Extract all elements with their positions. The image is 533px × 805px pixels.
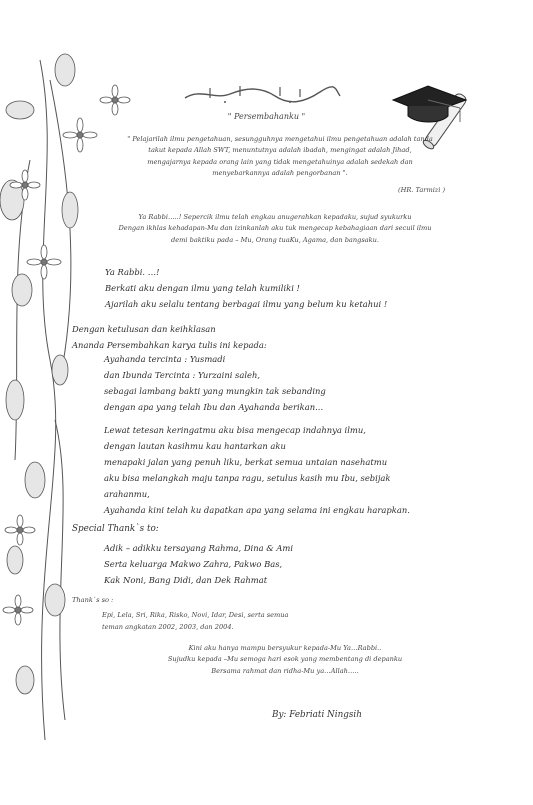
quote-line: mengajarnya kepada orang lain yang tidak mengetahuinya adalah sedekah dan	[147, 157, 413, 166]
ya-rabbi-line: Ajarilah aku selalu tentang berbagai ilmu yang belum ku ketahui !	[105, 299, 388, 309]
quote-line: menyebarkannya adalah pengorbanan ".	[212, 169, 348, 178]
closing-line: Bersama rahmat dan ridha-Mu ya…Allah…..	[211, 666, 359, 675]
thanks-title: Thank`s so :	[72, 596, 114, 604]
dedication-intro	[72, 321, 267, 353]
thanks-line: teman angkatan 2002, 2003, dan 2004.	[102, 623, 234, 631]
prayer-paragraph	[60, 212, 490, 246]
gratitude-line: menapaki jalan yang penuh liku, berkat semua untaian nasehatmu	[104, 457, 388, 467]
prayer-line: Dengan ikhlas kehadapan-Mu dan izinkanlah aku tuk mengecap kebahagiaan dari secuil ilmu	[118, 224, 432, 233]
special-thanks-line: Adik – adikku tersayang Rahma, Dina & Ami	[104, 543, 294, 553]
dedication-intro-line: Dengan ketulusan dan keihklasan	[72, 324, 216, 334]
special-thanks-list	[104, 540, 293, 588]
quote-line: " Pelajarilah ilmu pengetahuan, sesungguhnya mengetahui ilmu pengetahuan adalah tanda	[127, 135, 433, 143]
gratitude-line: Ayahanda kini telah ku dapatkan apa yang selama ini engkau harapkan.	[104, 505, 410, 515]
parents-line: sebagai lambang bakti yang mungkin tak sebanding	[104, 386, 326, 396]
quote-line: takut kepada Allah SWT, menuntutnya adalah ibadah, mengingat adalah Jihad,	[148, 146, 412, 155]
prayer-line: demi baktiku pada – Mu, Orang tuaKu, Agama, dan bangsaku.	[171, 235, 379, 244]
gratitude-line: Lewat tetesan keringatmu aku bisa mengecap indahnya ilmu,	[104, 425, 366, 435]
gratitude-line: dengan lautan kasihmu kau hantarkan aku	[104, 441, 286, 451]
thanks-list	[102, 609, 288, 633]
dedication-intro-line: Ananda Persembahkan karya tulis ini kepada:	[72, 340, 267, 350]
gratitude-line: arahanmu,	[104, 489, 150, 499]
ya-rabbi-line: Berkati aku dengan ilmu yang telah kumiliki !	[105, 283, 300, 293]
prayer-line: Ya Rabbi…..! Sepercik ilmu telah engkau anugerahkan kepadaku, sujud syukurku	[138, 213, 412, 221]
special-thanks-title: Special Thank`s to:	[72, 524, 159, 534]
dedication-gratitude	[104, 422, 410, 518]
ya-rabbi-line: Ya Rabbi. …!	[105, 267, 160, 277]
quote-citation: (HR. Tarmizi )	[398, 186, 446, 194]
bismillah-calligraphy	[180, 82, 345, 106]
author-signature: By: Febriati Ningsih	[272, 710, 362, 720]
dedication-parents	[104, 351, 326, 415]
parents-line: dengan apa yang telah Ibu dan Ayahanda berikan...	[104, 402, 324, 412]
ya-rabbi-block	[105, 264, 387, 312]
hadith-quote	[70, 134, 490, 180]
special-thanks-line: Serta keluarga Makwo Zahra, Pakwo Bas,	[104, 559, 283, 569]
parents-line: dan Ibunda Tercinta : Yurzaini saleh,	[104, 370, 261, 380]
special-thanks-line: Kak Noni, Bang Didi, dan Dek Rahmat	[104, 575, 268, 585]
gratitude-line: aku bisa melangkah maju tanpa ragu, setulus kasih mu Ibu, sebijak	[104, 473, 391, 483]
closing-line: Kini aku hanya mampu bersyukur kepada-Mu Ya…Rabbi..	[188, 644, 382, 652]
closing-paragraph	[70, 643, 500, 677]
closing-line: Sujudku kepada –Mu semoga hari esok yang membentang di depanku	[167, 655, 403, 664]
page-title: " Persembahanku "	[227, 112, 306, 121]
thanks-line: Epi, Lela, Sri, Rika, Risko, Novi, Idar, Desi, serta semua	[102, 611, 289, 619]
parents-line: Ayahanda tercinta : Yusmadi	[104, 354, 226, 364]
